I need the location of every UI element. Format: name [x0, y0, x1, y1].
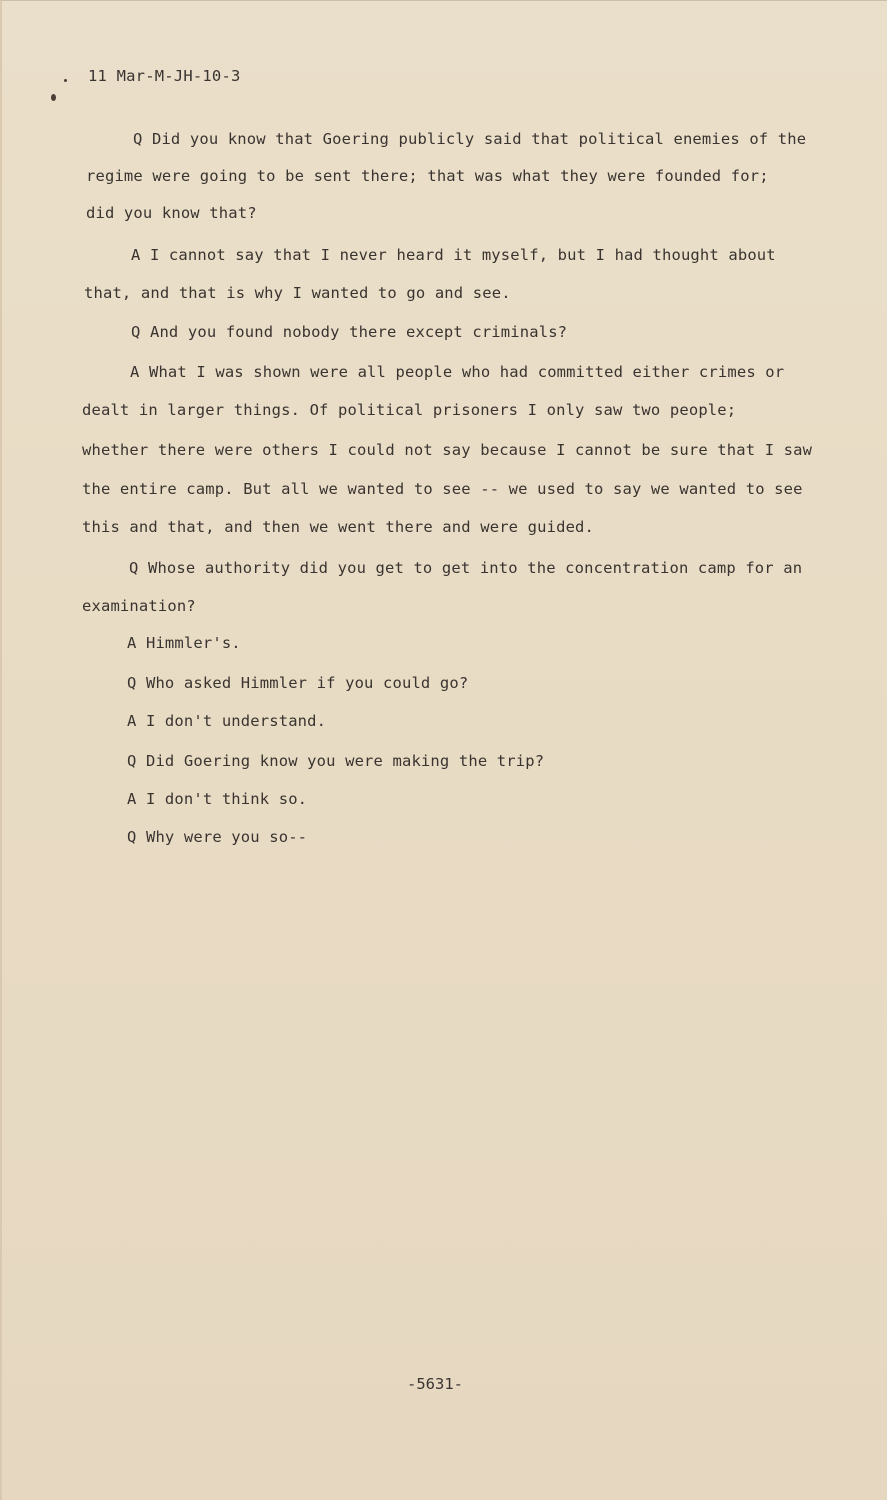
text-line: Q Whose authority did you get to get into the concentration camp for an	[129, 559, 803, 577]
text-line: A Himmler's.	[127, 634, 241, 652]
text-line: Q Who asked Himmler if you could go?	[127, 674, 469, 692]
text-line: Q Did Goering know you were making the trip?	[127, 752, 545, 770]
text-line: the entire camp. But all we wanted to see -- we used to say we wanted to see	[82, 480, 803, 498]
text-line: examination?	[82, 597, 196, 615]
text-line: A I cannot say that I never heard it myself, but I had thought about	[131, 246, 776, 264]
page-number: -5631-	[407, 1375, 463, 1393]
text-line: this and that, and then we went there and were guided.	[82, 518, 595, 536]
text-line: Q Why were you so--	[127, 828, 308, 846]
text-line: regime were going to be sent there; that was what they were founded for;	[86, 167, 769, 185]
ink-mark	[51, 94, 56, 101]
text-line: Q And you found nobody there except criminals?	[131, 323, 568, 341]
text-line: Q Did you know that Goering publicly said that political enemies of the	[133, 130, 807, 148]
text-line: dealt in larger things. Of political prisoners I only saw two people;	[82, 401, 737, 419]
text-line: that, and that is why I wanted to go and see.	[84, 284, 511, 302]
text-line: whether there were others I could not say because I cannot be sure that I saw	[82, 441, 813, 459]
ink-mark	[64, 79, 67, 82]
text-line: did you know that?	[86, 204, 257, 222]
document-reference: 11 Mar-M-JH-10-3	[88, 67, 241, 85]
text-line: A I don't think so.	[127, 790, 308, 808]
text-line: A I don't understand.	[127, 712, 327, 730]
text-line: A What I was shown were all people who had committed either crimes or	[130, 363, 785, 381]
